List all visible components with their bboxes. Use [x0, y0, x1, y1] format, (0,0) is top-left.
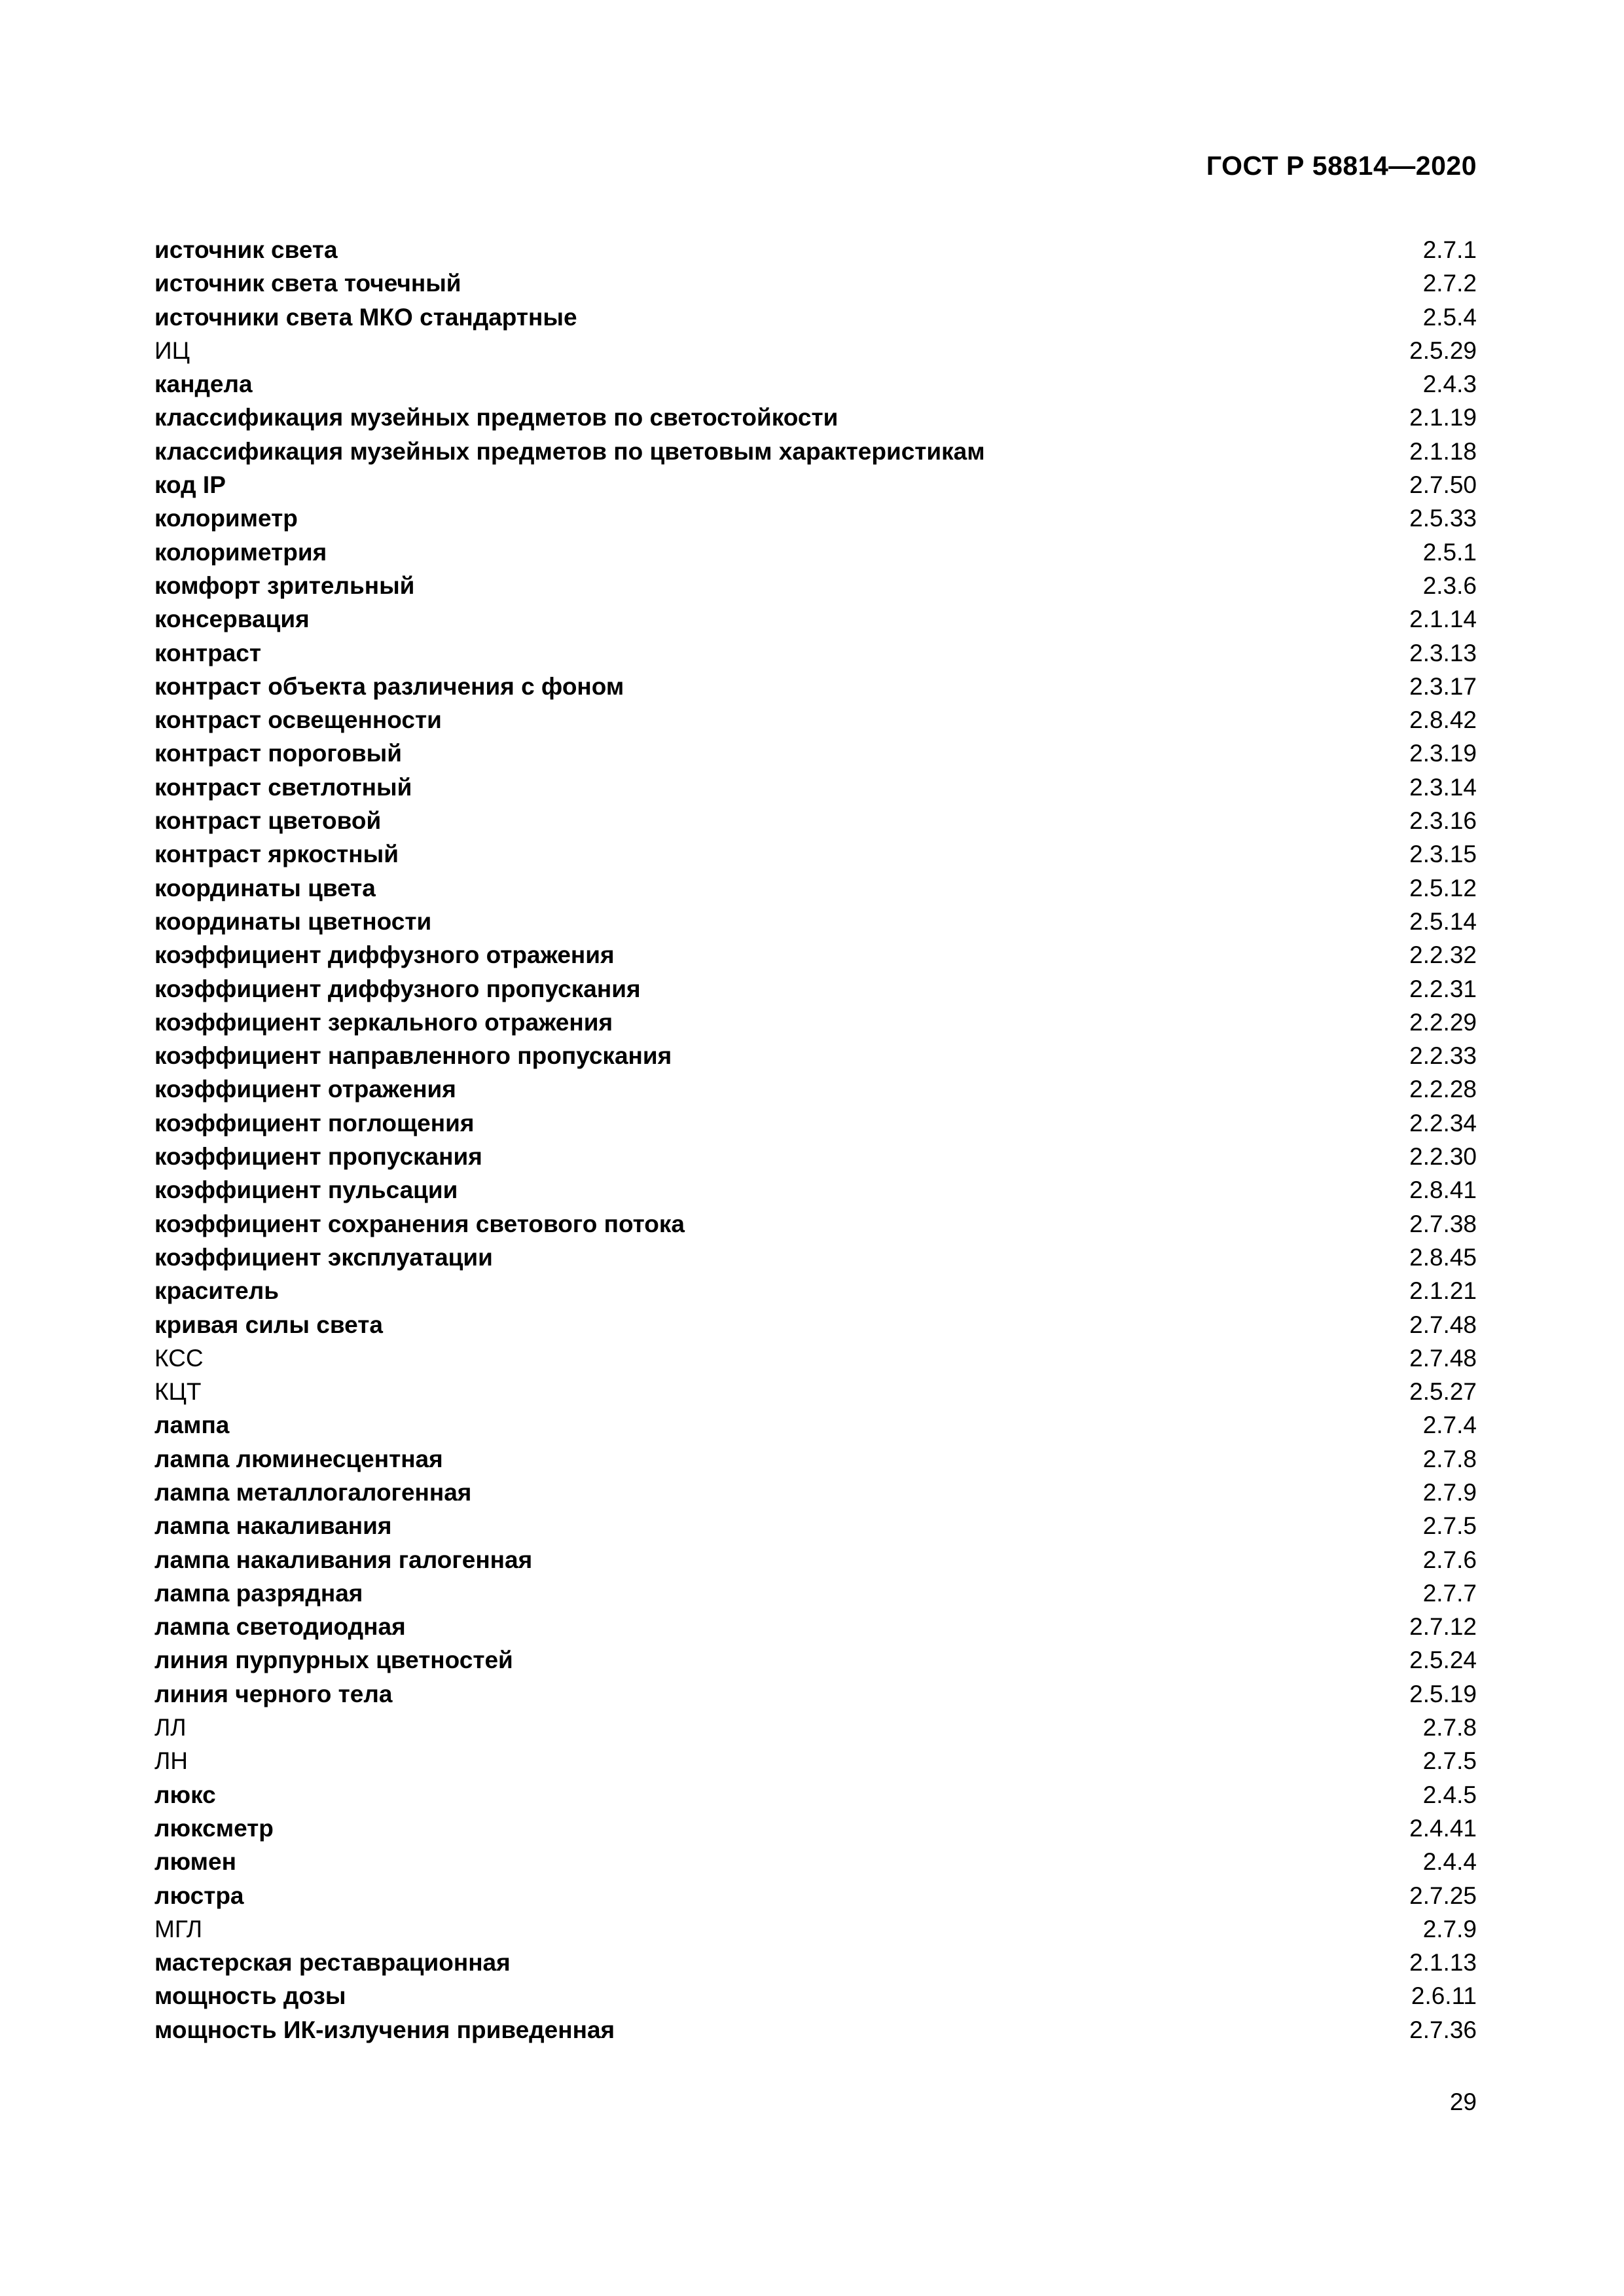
- index-term: источник света точечный: [154, 270, 461, 297]
- index-term: линия пурпурных цветностей: [154, 1647, 513, 1674]
- index-entry: [154, 1744, 1477, 1777]
- index-term: люмен: [154, 1848, 236, 1876]
- index-reference: 2.5.19: [1409, 1680, 1477, 1707]
- index-entry: [154, 233, 1477, 266]
- index-term: контраст цветовой: [154, 807, 382, 835]
- index-entry: [154, 266, 1477, 300]
- index-reference: 2.5.1: [1422, 538, 1477, 566]
- index-entry: [154, 435, 1477, 468]
- index-entry: [154, 1610, 1477, 1643]
- index-entry: [154, 1509, 1477, 1542]
- index-reference: 2.8.41: [1409, 1176, 1477, 1204]
- index-entry: [154, 1576, 1477, 1610]
- index-term: источник света: [154, 236, 338, 263]
- index-term: кандела: [154, 371, 253, 398]
- document-header-standard: ГОСТ Р 58814—2020: [1206, 151, 1477, 181]
- index-entry: [154, 569, 1477, 602]
- index-entry: [154, 1341, 1477, 1375]
- index-reference: 2.3.14: [1409, 773, 1477, 801]
- index-reference: 2.2.30: [1409, 1143, 1477, 1171]
- index-reference: 2.5.24: [1409, 1647, 1477, 1674]
- index-term: колориметрия: [154, 538, 327, 566]
- index-reference: 2.7.4: [1422, 1412, 1477, 1439]
- index-reference: 2.7.6: [1422, 1546, 1477, 1573]
- index-term: линия черного тела: [154, 1680, 393, 1707]
- index-entry: [154, 1140, 1477, 1173]
- index-entry: [154, 871, 1477, 905]
- index-reference: 2.5.14: [1409, 907, 1477, 935]
- index-term: контраст объекта различения с фоном: [154, 672, 624, 700]
- index-term: лампа люминесцентная: [154, 1445, 443, 1472]
- index-reference: 2.1.21: [1409, 1277, 1477, 1305]
- index-reference: 2.7.9: [1422, 1915, 1477, 1942]
- index-reference: 2.7.5: [1422, 1512, 1477, 1540]
- index-reference: 2.5.12: [1409, 874, 1477, 902]
- index-reference: 2.7.5: [1422, 1747, 1477, 1775]
- index-reference: 2.2.33: [1409, 1042, 1477, 1070]
- index-entry: [154, 2013, 1477, 2047]
- index-reference: 2.7.50: [1409, 471, 1477, 499]
- index-term: классификация музейных предметов по светостойкости: [154, 404, 839, 431]
- index-reference: 2.4.3: [1422, 371, 1477, 398]
- index-term: контраст пороговый: [154, 740, 403, 767]
- index-term: коэффициент эксплуатации: [154, 1243, 493, 1271]
- index-reference: 2.7.12: [1409, 1613, 1477, 1641]
- page-number: 29: [1449, 2088, 1477, 2115]
- index-reference: 2.5.27: [1409, 1378, 1477, 1406]
- index-term: мощность ИК-излучения приведенная: [154, 2016, 615, 2043]
- index-entry: [154, 771, 1477, 804]
- index-term: люстра: [154, 1882, 244, 1909]
- index-reference: 2.4.4: [1422, 1848, 1477, 1876]
- index-entry: [154, 1072, 1477, 1106]
- index-reference: 2.2.29: [1409, 1008, 1477, 1036]
- index-entry: [154, 1476, 1477, 1509]
- index-term: источники света МКО стандартные: [154, 303, 577, 331]
- index-entry: [154, 1543, 1477, 1576]
- index-reference: 2.2.32: [1409, 941, 1477, 969]
- index-term: коэффициент поглощения: [154, 1109, 475, 1137]
- index-entry: [154, 602, 1477, 636]
- index-term: лампа: [154, 1412, 230, 1439]
- index-term: консервация: [154, 606, 310, 633]
- index-entry: [154, 670, 1477, 703]
- index-reference: 2.5.33: [1409, 505, 1477, 532]
- index-entry: [154, 1408, 1477, 1442]
- index-term: кривая силы света: [154, 1311, 383, 1338]
- index-reference: 2.1.13: [1409, 1949, 1477, 1977]
- index-reference: 2.1.19: [1409, 404, 1477, 431]
- index-term: люкс: [154, 1781, 216, 1808]
- index-term: лампа светодиодная: [154, 1613, 406, 1641]
- index-reference: 2.5.4: [1422, 303, 1477, 331]
- index-term: коэффициент пропускания: [154, 1143, 482, 1171]
- index-term: люксметр: [154, 1814, 274, 1842]
- index-term: лампа разрядная: [154, 1579, 363, 1607]
- index-reference: 2.2.31: [1409, 975, 1477, 1002]
- index-reference: 2.3.13: [1409, 639, 1477, 666]
- index-entry: [154, 1912, 1477, 1946]
- index-entry: [154, 1711, 1477, 1744]
- index-entry: [154, 804, 1477, 837]
- alphabetical-index: [154, 233, 1477, 2047]
- index-entry: [154, 1274, 1477, 1307]
- index-reference: 2.7.8: [1422, 1714, 1477, 1741]
- index-reference: 2.7.1: [1422, 236, 1477, 263]
- index-entry: [154, 1173, 1477, 1207]
- index-term: лампа накаливания: [154, 1512, 392, 1540]
- index-entry: [154, 1778, 1477, 1812]
- index-entry: [154, 636, 1477, 670]
- index-term: контраст: [154, 639, 261, 666]
- index-term: код IP: [154, 471, 226, 499]
- index-reference: 2.4.41: [1409, 1814, 1477, 1842]
- index-entry: [154, 501, 1477, 535]
- index-reference: 2.4.5: [1422, 1781, 1477, 1808]
- index-reference: 2.7.48: [1409, 1311, 1477, 1338]
- index-term: классификация музейных предметов по цветовым характеристикам: [154, 437, 985, 465]
- index-entry: [154, 1812, 1477, 1845]
- index-entry: [154, 1879, 1477, 1912]
- index-term: координаты цветности: [154, 907, 432, 935]
- index-entry: [154, 1677, 1477, 1711]
- index-term: коэффициент направленного пропускания: [154, 1042, 672, 1070]
- index-entry: [154, 468, 1477, 501]
- index-reference: 2.7.48: [1409, 1344, 1477, 1372]
- index-reference: 2.1.14: [1409, 606, 1477, 633]
- index-term: мощность дозы: [154, 1982, 346, 2010]
- index-entry: [154, 905, 1477, 938]
- index-entry: [154, 1207, 1477, 1241]
- index-term: КЦТ: [154, 1378, 202, 1406]
- index-entry: [154, 1241, 1477, 1274]
- index-term: ИЦ: [154, 337, 190, 364]
- index-reference: 2.8.45: [1409, 1243, 1477, 1271]
- index-entry: [154, 367, 1477, 401]
- index-term: краситель: [154, 1277, 279, 1305]
- index-reference: 2.3.16: [1409, 807, 1477, 835]
- index-term: ЛЛ: [154, 1714, 187, 1741]
- index-entry: [154, 1643, 1477, 1677]
- index-term: мастерская реставрационная: [154, 1949, 511, 1977]
- index-reference: 2.3.15: [1409, 841, 1477, 868]
- index-term: контраст светлотный: [154, 773, 412, 801]
- index-reference: 2.1.18: [1409, 437, 1477, 465]
- index-term: коэффициент диффузного отражения: [154, 941, 615, 969]
- index-entry: [154, 703, 1477, 737]
- index-entry: [154, 737, 1477, 770]
- index-reference: 2.5.29: [1409, 337, 1477, 364]
- index-reference: 2.8.42: [1409, 706, 1477, 734]
- index-entry: [154, 1039, 1477, 1072]
- index-reference: 2.3.19: [1409, 740, 1477, 767]
- index-entry: [154, 1845, 1477, 1878]
- index-term: коэффициент диффузного пропускания: [154, 975, 641, 1002]
- index-reference: 2.2.34: [1409, 1109, 1477, 1137]
- index-term: ЛН: [154, 1747, 189, 1775]
- index-term: МГЛ: [154, 1915, 203, 1942]
- index-term: контраст яркостный: [154, 841, 399, 868]
- index-reference: 2.7.7: [1422, 1579, 1477, 1607]
- index-entry: [154, 837, 1477, 871]
- index-entry: [154, 972, 1477, 1006]
- index-entry: [154, 1106, 1477, 1140]
- index-reference: 2.7.38: [1409, 1210, 1477, 1237]
- index-term: комфорт зрительный: [154, 572, 415, 599]
- index-entry: [154, 1375, 1477, 1408]
- index-entry: [154, 1946, 1477, 1979]
- index-entry: [154, 938, 1477, 972]
- index-reference: 2.3.17: [1409, 672, 1477, 700]
- index-entry: [154, 1006, 1477, 1039]
- index-reference: 2.3.6: [1422, 572, 1477, 599]
- index-term: координаты цвета: [154, 874, 376, 902]
- index-entry: [154, 1308, 1477, 1341]
- index-reference: 2.7.25: [1409, 1882, 1477, 1909]
- index-entry: [154, 301, 1477, 334]
- index-entry: [154, 334, 1477, 367]
- index-term: коэффициент пульсации: [154, 1176, 458, 1204]
- index-entry: [154, 401, 1477, 434]
- index-reference: 2.7.2: [1422, 270, 1477, 297]
- index-entry: [154, 1979, 1477, 2013]
- index-term: колориметр: [154, 505, 298, 532]
- index-term: контраст освещенности: [154, 706, 442, 734]
- index-reference: 2.2.28: [1409, 1076, 1477, 1103]
- index-term: коэффициент сохранения светового потока: [154, 1210, 685, 1237]
- index-term: КСС: [154, 1344, 204, 1372]
- index-reference: 2.6.11: [1411, 1982, 1477, 2010]
- index-term: лампа металлогалогенная: [154, 1478, 472, 1506]
- index-entry: [154, 536, 1477, 569]
- index-term: лампа накаливания галогенная: [154, 1546, 533, 1573]
- index-reference: 2.7.9: [1422, 1478, 1477, 1506]
- index-entry: [154, 1442, 1477, 1476]
- index-reference: 2.7.8: [1422, 1445, 1477, 1472]
- index-reference: 2.7.36: [1409, 2016, 1477, 2043]
- index-term: коэффициент отражения: [154, 1076, 456, 1103]
- index-term: коэффициент зеркального отражения: [154, 1008, 613, 1036]
